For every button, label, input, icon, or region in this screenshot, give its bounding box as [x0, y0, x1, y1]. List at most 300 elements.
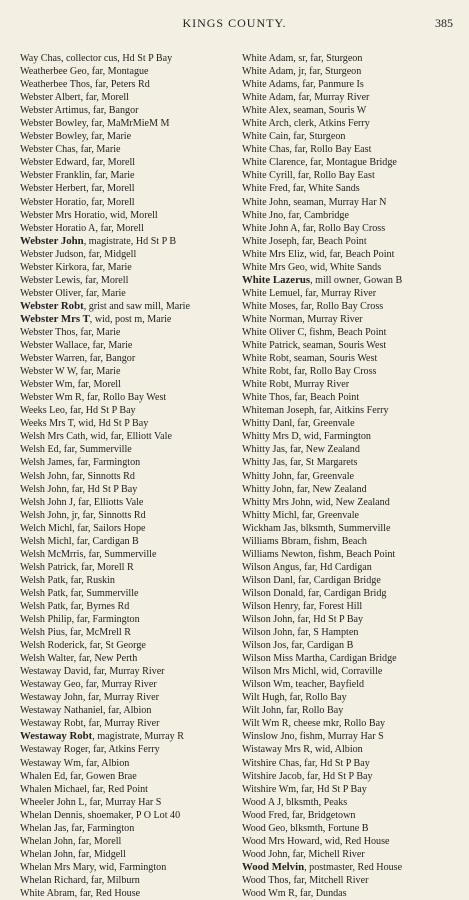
- entry-name: Wood John: [242, 848, 288, 860]
- entry-name: White Patrick: [242, 340, 298, 352]
- entry-name: White Mrs Eliz: [242, 248, 305, 260]
- directory-entry: [20, 156, 240, 169]
- entry-details: , seaman, Souris W: [288, 105, 367, 117]
- directory-entry: [20, 261, 240, 274]
- entry-details: , far, Rollo Bay: [281, 705, 344, 717]
- directory-entry: [242, 848, 462, 861]
- entry-name: White Adam, sr: [242, 53, 306, 64]
- directory-entry: [20, 665, 240, 678]
- entry-details: , far, Sinnotts Rd: [77, 509, 146, 521]
- directory-entry: [242, 613, 462, 626]
- directory-entry: [20, 587, 240, 600]
- directory-entry: [242, 417, 462, 430]
- directory-entry: [20, 548, 240, 561]
- directory-entry: [242, 143, 462, 156]
- entry-details: , far, Hd Cardigan: [299, 561, 372, 573]
- entry-name: Welsh Walter: [20, 653, 74, 665]
- entry-name: Webster Judson: [20, 248, 84, 260]
- entry-details: , far, Summerville: [83, 548, 157, 560]
- entry-details: , far, Rollo Bay East: [289, 144, 372, 156]
- directory-entry: [242, 91, 462, 104]
- entry-details: , far, Murray River: [82, 692, 159, 704]
- entry-name: Wilson Henry: [242, 600, 298, 612]
- directory-entry: [242, 287, 462, 300]
- directory-entry: [20, 470, 240, 483]
- entry-details: , fishm, Beach Point: [313, 548, 396, 560]
- entry-name: Welsh John: [20, 470, 67, 482]
- entry-name: Wood Wm R: [242, 888, 295, 899]
- entry-name: Way Chas: [20, 53, 61, 64]
- entry-name: Wilson John: [242, 627, 293, 639]
- entry-name: Webster Mrs Horatio: [20, 209, 105, 221]
- entry-name: Welsh Pius: [20, 627, 65, 639]
- entry-name: Whalen Michael: [20, 783, 87, 795]
- right-column: [242, 52, 462, 900]
- directory-entry: [242, 809, 462, 822]
- entry-details: , fishm, Beach Point: [304, 326, 387, 338]
- entry-details: , far, Marie: [75, 366, 121, 378]
- entry-details: , far, Murray River: [300, 287, 377, 299]
- entry-details: , far, Byrnes Rd: [65, 600, 130, 612]
- entry-details: , far, Beach Point: [289, 392, 360, 404]
- entry-name: Whelan John: [20, 835, 73, 847]
- entry-name: Welsh John J: [20, 496, 74, 508]
- entry-name: Webster Thos: [20, 326, 76, 338]
- directory-entry: [242, 730, 462, 743]
- directory-entry: [242, 156, 462, 169]
- entry-name: White Lazerus: [242, 273, 311, 286]
- entry-name: White Oliver C: [242, 326, 305, 338]
- directory-entry: [242, 182, 462, 195]
- directory-entry: [242, 196, 462, 209]
- directory-entry: [242, 678, 462, 691]
- entry-details: , wid, Hd St P Bay: [73, 418, 149, 430]
- entry-name: White Moses: [242, 300, 296, 312]
- directory-entry: [20, 730, 240, 743]
- directory-entry: [20, 104, 240, 117]
- entry-details: , far, Rollo Bay West: [81, 392, 167, 404]
- directory-entry: [242, 104, 462, 117]
- directory-entry: [242, 274, 462, 287]
- directory-entry: [242, 665, 462, 678]
- directory-entry: [20, 196, 240, 209]
- entry-details: , far, Marie: [87, 340, 133, 352]
- directory-entry: [20, 65, 240, 78]
- directory-entry: [242, 470, 462, 483]
- directory-entry: [242, 339, 462, 352]
- entry-name: Witshire Wm: [242, 783, 297, 795]
- entry-details: , fishm, Murray Har S: [294, 731, 384, 743]
- directory-entry: [242, 535, 462, 548]
- entry-name: Wilson Miss Martha: [242, 653, 325, 665]
- entry-details: , far, Greenvale: [292, 418, 355, 430]
- entry-details: , far, Cardigan B: [71, 535, 139, 547]
- entry-details: , far, Panmure Is: [297, 79, 364, 91]
- entry-name: Welch Michl: [20, 522, 73, 534]
- entry-details: , far, Milburn: [85, 874, 140, 886]
- entry-name: Webster Horatio: [20, 196, 87, 208]
- entry-name: Wilson John: [242, 614, 293, 626]
- entry-details: , far, Elliotts Vale: [73, 496, 144, 508]
- entry-name: Westaway Nathaniel: [20, 705, 103, 717]
- entry-name: Webster Wm R: [20, 392, 82, 404]
- entry-name: Whitty John: [242, 483, 292, 495]
- entry-details: , far, Farmington: [71, 614, 140, 626]
- entry-name: Welsh Philip: [20, 614, 72, 626]
- directory-entry: [242, 261, 462, 274]
- directory-entry: [242, 743, 462, 756]
- directory-entry: [20, 783, 240, 796]
- entry-name: Witshire Chas: [242, 757, 300, 769]
- entry-details: , far, Greenvale: [296, 509, 360, 521]
- entry-details: , far, Morell: [72, 835, 122, 847]
- directory-entry: [242, 770, 462, 783]
- entry-name: Webster Kirkora: [20, 261, 87, 273]
- directory-entry: [20, 809, 240, 822]
- entry-details: , far, Michell River: [287, 848, 365, 860]
- directory-entry: [20, 483, 240, 496]
- directory-entry: [20, 365, 240, 378]
- directory-entry: [20, 352, 240, 365]
- directory-entry: [242, 639, 462, 652]
- entry-details: , far, Midgell: [83, 248, 137, 260]
- entry-name: White Norman: [242, 313, 303, 325]
- entry-name: Wood Thos: [242, 874, 289, 886]
- entry-name: Wood Fred: [242, 809, 287, 821]
- entry-name: Whitty Mrs D: [242, 431, 299, 443]
- entry-details: , far, Cardigan B: [286, 640, 354, 652]
- entry-name: Wood Geo: [242, 822, 286, 834]
- entry-name: Webster Oliver: [20, 287, 81, 299]
- entry-details: , fishm, Beach: [308, 535, 367, 547]
- directory-entry: [242, 365, 462, 378]
- entry-name: Wood A J: [242, 796, 282, 808]
- directory-entry: [242, 600, 462, 613]
- entry-name: Welsh Patrick: [20, 561, 77, 573]
- entry-name: Witshire Jacob: [242, 770, 302, 782]
- directory-entry: [242, 65, 462, 78]
- entry-details: , far, Greenvale: [291, 470, 355, 482]
- directory-entry: [20, 378, 240, 391]
- directory-entry: [20, 574, 240, 587]
- entry-name: White Fred: [242, 183, 288, 195]
- entry-name: Webster Albert: [20, 92, 81, 104]
- entry-details: , far, Montague: [86, 66, 149, 78]
- entry-details: , far, Marie: [86, 131, 132, 143]
- entry-details: , far, Bangor: [84, 353, 136, 365]
- entry-name: Webster Mrs T: [20, 312, 90, 325]
- entry-details: , far, Morell R: [76, 561, 134, 573]
- directory-entry: [20, 691, 240, 704]
- directory-entry: [242, 443, 462, 456]
- entry-name: Webster Wm: [20, 379, 73, 391]
- entry-name: Wilson Danl: [242, 574, 293, 586]
- directory-entry: [20, 796, 240, 809]
- entry-name: Winslow Jno: [242, 731, 295, 743]
- entry-name: Welsh Patk: [20, 574, 66, 586]
- entry-name: Webster Lewis: [20, 274, 81, 286]
- directory-entry: [242, 887, 462, 900]
- entry-name: Wilson Angus: [242, 561, 300, 573]
- directory-entry: [242, 456, 462, 469]
- entry-details: , far, S Hampten: [292, 627, 359, 639]
- directory-entry: [242, 117, 462, 130]
- entry-name: Wilson Jos: [242, 640, 287, 652]
- directory-entry: [20, 443, 240, 456]
- entry-details: , far, Marie: [86, 261, 132, 273]
- directory-entry: [242, 835, 462, 848]
- directory-entry: [20, 626, 240, 639]
- directory-entry: [242, 235, 462, 248]
- entry-details: , far, Summerville: [65, 587, 139, 599]
- entry-details: , far, St George: [84, 640, 146, 652]
- directory-entry: [20, 209, 240, 222]
- entry-name: Westaway Roger: [20, 744, 89, 756]
- directory-entry: [20, 313, 240, 326]
- entry-details: , wid, New Zealand: [310, 496, 390, 508]
- directory-entry: [20, 822, 240, 835]
- entry-details: , far, Bridgetown: [286, 809, 356, 821]
- entry-name: Webster Warren: [20, 353, 85, 365]
- entry-name: White Clarence: [242, 157, 306, 169]
- directory-entry: [20, 678, 240, 691]
- entry-name: Whitty Michl: [242, 509, 297, 521]
- entry-name: Whelan Richard: [20, 874, 86, 886]
- entry-name: Weeks Leo: [20, 405, 65, 417]
- entry-details: , seaman, Souris West: [288, 353, 378, 365]
- entry-name: Wilson Donald: [242, 587, 303, 599]
- entry-name: Webster Horatio A: [20, 222, 96, 234]
- directory-entry: [20, 704, 240, 717]
- entry-name: Webster Bowley: [20, 131, 87, 143]
- entry-name: Westaway Wm: [20, 757, 81, 769]
- entry-name: Wickham Jas: [242, 522, 296, 534]
- entry-name: Whitty Jas: [242, 444, 285, 456]
- entry-details: , far, Murray Har S: [84, 796, 162, 808]
- entry-details: , far, Red House: [74, 888, 141, 899]
- entry-details: , wid, post m, Marie: [89, 313, 172, 325]
- entry-details: , far, Forest Hill: [297, 600, 363, 612]
- directory-entry: [242, 783, 462, 796]
- directory-entry: [20, 404, 240, 417]
- entry-name: Whitty Danl: [242, 418, 293, 430]
- entry-name: Webster Chas: [20, 144, 76, 156]
- entry-name: Welsh Roderick: [20, 640, 85, 652]
- directory-entry: [20, 535, 240, 548]
- directory-entry: [242, 861, 462, 874]
- entry-name: White Adam: [242, 92, 294, 104]
- entry-name: Wheeler John L: [20, 796, 85, 808]
- entry-name: Webster W W: [20, 366, 76, 378]
- entry-name: Westaway Robt: [20, 730, 93, 743]
- directory-entry: [242, 430, 462, 443]
- entry-details: , far, New Zealand: [284, 444, 360, 456]
- directory-entry: [242, 548, 462, 561]
- directory-entry: [20, 743, 240, 756]
- entry-details: , far, Murray River: [83, 718, 160, 730]
- directory-entry: [20, 248, 240, 261]
- entry-name: Webster Artimus: [20, 105, 88, 117]
- entry-name: Welsh Patk: [20, 587, 66, 599]
- entry-name: Whitty Jas: [242, 457, 285, 469]
- entry-name: White Lemuel: [242, 287, 301, 299]
- page-header: [0, 16, 469, 32]
- entry-details: , far, Montague Bridge: [305, 157, 397, 169]
- entry-details: , seaman, Souris West: [297, 340, 387, 352]
- entry-details: , wid, far, Elliott Vale: [85, 431, 172, 443]
- entry-details: , far, Mitchell River: [288, 874, 369, 886]
- entry-details: , far, Beach Point: [296, 235, 367, 247]
- entry-name: Whelan Mrs Mary: [20, 861, 94, 873]
- entry-name: Whelan John: [20, 848, 73, 860]
- entry-details: , cheese mkr, Rollo Bay: [288, 718, 386, 730]
- entry-name: Weatherbee Thos: [20, 79, 90, 91]
- entry-details: , teacher, Bayfield: [290, 679, 365, 691]
- directory-entry: [242, 483, 462, 496]
- entry-details: , wid, Albion: [310, 744, 363, 756]
- directory-entry: [20, 52, 240, 65]
- entry-details: , blksmth, Fortune B: [285, 822, 369, 834]
- directory-entry: [242, 522, 462, 535]
- entry-name: White Joseph: [242, 235, 297, 247]
- directory-entry: [20, 522, 240, 535]
- entry-name: Weeks Mrs T: [20, 418, 74, 430]
- directory-entry: [20, 639, 240, 652]
- entry-name: Welsh John, jr: [20, 509, 78, 521]
- directory-entry: [242, 391, 462, 404]
- entry-name: Welsh John: [20, 483, 67, 495]
- entry-details: , far, MaMrMieM M: [86, 118, 170, 130]
- directory-entry: [242, 652, 462, 665]
- entry-details: , postmaster, Red House: [304, 861, 403, 873]
- entry-details: , Cardigan Bridge: [324, 653, 397, 665]
- entry-details: , far, Farmington: [66, 822, 135, 834]
- entry-name: Wilt John: [242, 705, 282, 717]
- entry-name: Webster Bowley: [20, 118, 87, 130]
- entry-name: Webster Robt: [20, 299, 84, 312]
- directory-entry: [242, 404, 462, 417]
- entry-name: Webster Herbert: [20, 183, 87, 195]
- entry-details: , far, McMrell R: [64, 627, 131, 639]
- entry-name: Whelan Dennis: [20, 809, 83, 821]
- entry-details: , Murray River: [288, 379, 350, 391]
- entry-name: White Jno: [242, 209, 284, 221]
- entry-details: , far, Sturgeon: [288, 131, 346, 143]
- entry-details: , far, Sailors Hope: [72, 522, 146, 534]
- entry-details: , wid, Red House: [319, 835, 390, 847]
- entry-details: , far, Sturgeon: [305, 53, 363, 64]
- directory-entry: [242, 509, 462, 522]
- entry-details: , far, Albion: [103, 705, 152, 717]
- entry-details: , far, Morell: [86, 157, 136, 169]
- entry-details: , clerk, Atkins Ferry: [288, 118, 370, 130]
- entry-details: , far, Hd St P Bay: [292, 614, 364, 626]
- entry-details: , far, Rollo Bay Cross: [288, 366, 377, 378]
- entry-details: , far, Sturgeon: [304, 66, 362, 78]
- directory-entry: [242, 52, 462, 65]
- entry-name: Whitty John: [242, 470, 292, 482]
- entry-details: , far, Farmington: [72, 457, 141, 469]
- directory-entry: [20, 326, 240, 339]
- entry-details: , blksmth, Peaks: [281, 796, 348, 808]
- entry-details: , far, Morell: [95, 222, 144, 234]
- directory-entry: [242, 352, 462, 365]
- entry-name: White Robt: [242, 366, 289, 378]
- directory-entry: [20, 613, 240, 626]
- entry-details: , far, Murray River: [80, 679, 157, 691]
- directory-entry: [20, 717, 240, 730]
- entry-details: , grist and saw mill, Marie: [83, 300, 190, 312]
- entry-name: White Robt: [242, 353, 289, 365]
- entry-name: Williams Newton: [242, 548, 314, 560]
- directory-entry: [20, 417, 240, 430]
- directory-entry: [20, 770, 240, 783]
- directory-entry: [242, 822, 462, 835]
- entry-details: , blksmth, Summerville: [295, 522, 391, 534]
- entry-name: Whelan Jas: [20, 822, 67, 834]
- directory-entry: [242, 874, 462, 887]
- entry-details: , wid, Morell: [104, 209, 158, 221]
- entry-name: White John A: [242, 222, 298, 234]
- entry-name: Welsh Patk: [20, 600, 66, 612]
- entry-details: , far, New Perth: [73, 653, 138, 665]
- entry-name: Wistaway Mrs R: [242, 744, 310, 756]
- directory-entry: [20, 561, 240, 574]
- entry-details: , far, Cardigan Bridg: [303, 587, 387, 599]
- directory-entry: [242, 757, 462, 770]
- entry-name: Welsh Mrs Cath: [20, 431, 86, 443]
- directory-entry: [20, 300, 240, 313]
- entry-name: White Arch: [242, 118, 289, 130]
- entry-details: , far, Hd St P Bay: [64, 405, 136, 417]
- entry-name: Wilt Hugh: [242, 692, 285, 704]
- directory-entry: [20, 339, 240, 352]
- directory-entry: [20, 235, 240, 248]
- directory-entry: [20, 91, 240, 104]
- left-column: [20, 52, 240, 900]
- directory-entry: [20, 757, 240, 770]
- directory-entry: [242, 574, 462, 587]
- directory-entry: [20, 78, 240, 91]
- entry-details: , far, Dundas: [294, 888, 347, 899]
- directory-entry: [242, 313, 462, 326]
- entry-name: Welsh James: [20, 457, 73, 469]
- entry-details: , wid, far, Beach Point: [304, 248, 395, 260]
- directory-entry: [20, 652, 240, 665]
- entry-name: White Mrs Geo: [242, 261, 305, 273]
- entry-name: Westaway David: [20, 666, 89, 678]
- entry-name: Wilt Wm R: [242, 718, 289, 730]
- entry-name: Wilson Wm: [242, 679, 291, 691]
- directory-entry: [242, 78, 462, 91]
- directory-entry: [20, 287, 240, 300]
- entry-details: , far, Atkins Ferry: [88, 744, 160, 756]
- entry-details: , far, Rollo Bay East: [292, 170, 375, 182]
- page-title: KINGS COUNTY.: [182, 16, 287, 30]
- entry-name: Webster Edward: [20, 157, 87, 169]
- entry-name: White Cyrill: [242, 170, 293, 182]
- entry-name: Wood Mrs Howard: [242, 835, 320, 847]
- entry-details: , far, Hd St P Bay: [299, 757, 370, 769]
- directory-entry: [20, 222, 240, 235]
- entry-name: Weatherbee Geo: [20, 66, 87, 78]
- entry-name: Wilson Mrs Michl: [242, 666, 317, 678]
- entry-details: , far, Hd St P Bay: [66, 483, 138, 495]
- entry-name: White Alex: [242, 105, 289, 117]
- directory-entry: [242, 796, 462, 809]
- entry-name: Westaway John: [20, 692, 83, 704]
- directory-entry: [242, 222, 462, 235]
